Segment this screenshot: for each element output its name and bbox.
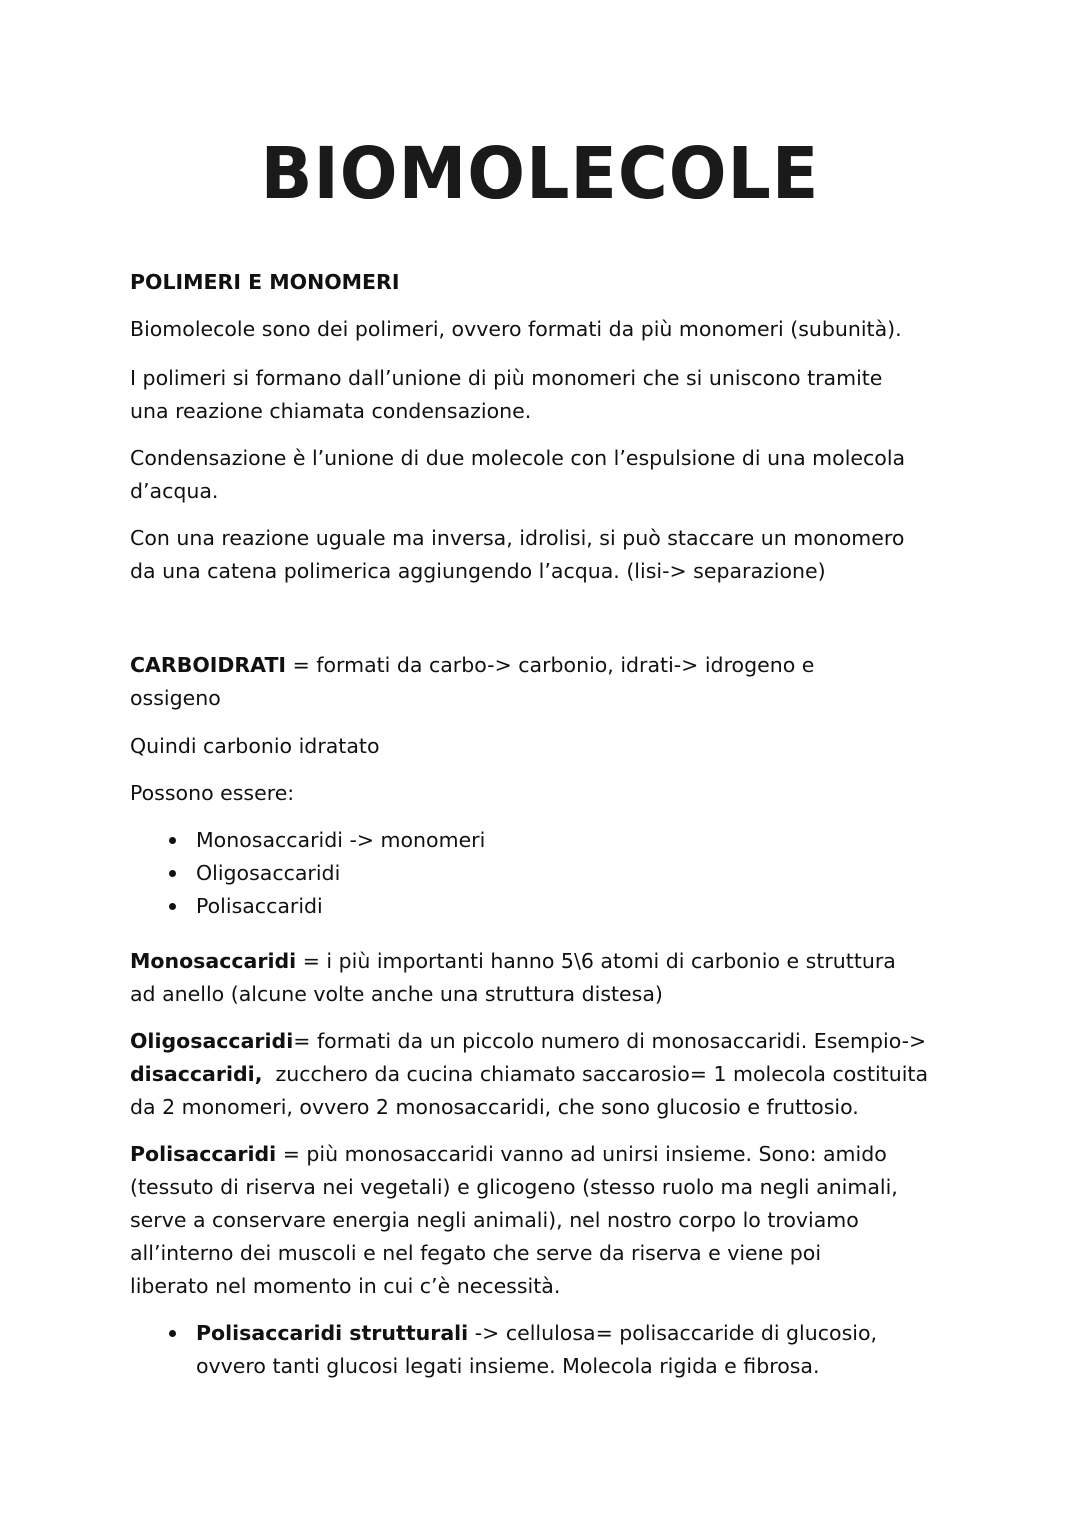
paragraph-monosaccaridi <box>130 945 896 1011</box>
text: = formati da un piccolo numero di monosaccaridi. Esempio-> <box>293 1029 927 1053</box>
text-line: liberato nel momento in cui c’è necessità. <box>130 1274 561 1298</box>
text-line: da 2 monomeri, ovvero 2 monosaccaridi, che sono glucosio e fruttosio. <box>130 1095 859 1119</box>
paragraph-polisaccaridi <box>130 1138 898 1303</box>
text-line: ossigeno <box>130 686 221 710</box>
text-line: da una catena polimerica aggiungendo l’acqua. (lisi-> separazione) <box>130 559 826 583</box>
list-item <box>165 1317 877 1350</box>
term: Polisaccaridi strutturali <box>196 1321 469 1345</box>
paragraph-oligosaccaridi <box>130 1025 928 1124</box>
text: zucchero da cucina chiamato saccarosio= 1 molecola costituita <box>262 1062 929 1086</box>
heading-text: POLIMERI E MONOMERI <box>130 270 400 294</box>
text-line: I polimeri si formano dall’unione di più monomeri che si uniscono tramite <box>130 366 883 390</box>
paragraph <box>130 313 902 346</box>
text-line: Con una reazione uguale ma inversa, idrolisi, si può staccare un monomero <box>130 526 905 550</box>
bullet-list <box>165 1317 877 1383</box>
term: Oligosaccaridi <box>130 1029 294 1053</box>
paragraph <box>130 522 904 588</box>
term: disaccaridi, <box>130 1062 263 1086</box>
text: -> cellulosa= polisaccaride di glucosio, <box>468 1321 877 1345</box>
text-line: d’acqua. <box>130 479 219 503</box>
text-line: Quindi carbonio idratato <box>130 734 380 758</box>
bullet-list <box>165 824 485 923</box>
text-line: serve a conservare energia negli animali), nel nostro corpo lo troviamo <box>130 1208 859 1232</box>
page-title: BIOMOLECOLE <box>260 133 820 216</box>
term: Monosaccaridi <box>130 949 297 973</box>
paragraph <box>130 730 379 763</box>
list-item: Monosaccaridi -> monomeri <box>165 824 485 857</box>
paragraph <box>130 442 905 508</box>
text-line: una reazione chiamata condensazione. <box>130 399 532 423</box>
text-line: all’interno dei muscoli e nel fegato che serve da riserva e viene poi <box>130 1241 822 1265</box>
text: = i più importanti hanno 5\6 atomi di carbonio e struttura <box>296 949 896 973</box>
text: = più monosaccaridi vanno ad unirsi insieme. Sono: amido <box>276 1142 887 1166</box>
term: Polisaccaridi <box>130 1142 277 1166</box>
list-item: Oligosaccaridi <box>165 857 485 890</box>
paragraph <box>130 362 882 428</box>
paragraph <box>130 777 294 810</box>
text-line: Possono essere: <box>130 781 295 805</box>
text-line: ovvero tanti glucosi legati insieme. Molecola rigida e fibrosa. <box>196 1354 820 1378</box>
text-line: Condensazione è l’unione di due molecole con l’espulsione di una molecola <box>130 446 906 470</box>
section-heading-polimeri <box>130 266 399 299</box>
heading-text: CARBOIDRATI <box>130 653 287 677</box>
text-line: Biomolecole sono dei polimeri, ovvero formati da più monomeri (subunità). <box>130 317 902 341</box>
text-line: ad anello (alcune volte anche una struttura distesa) <box>130 982 663 1006</box>
text-line: (tessuto di riserva nei vegetali) e glicogeno (stesso ruolo ma negli animali, <box>130 1175 898 1199</box>
text: = formati da carbo-> carbonio, idrati-> idrogeno e <box>286 653 815 677</box>
list-item: Polisaccaridi <box>165 890 485 923</box>
section-heading-carboidrati <box>130 649 814 715</box>
